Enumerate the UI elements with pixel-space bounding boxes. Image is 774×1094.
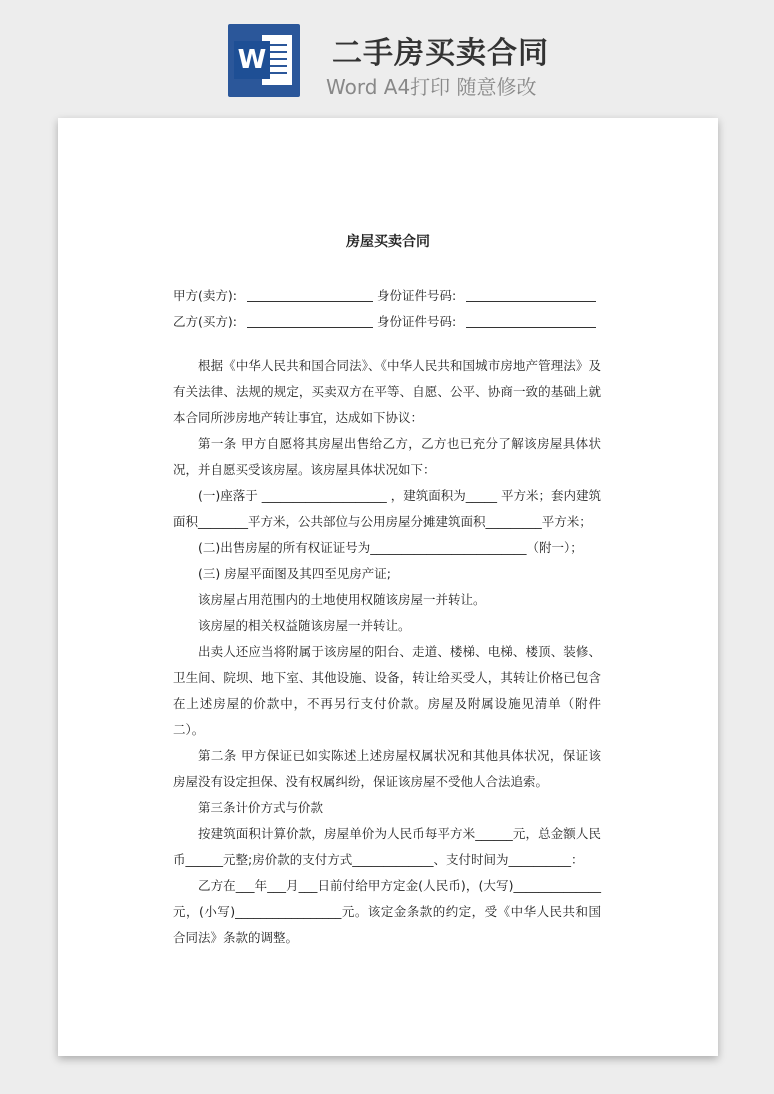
paragraph-attached-facilities: 出卖人还应当将附属于该房屋的阳台、走道、楼梯、电梯、楼顶、装修、卫生间、院坝、地下室、其他设施、设备，转让给买受人，其转让价格已包含在上述房屋的价款中，不再另行支付价款。房屋及附属设施见清单（附件二）。 xyxy=(173,644,601,737)
contract-body xyxy=(173,353,601,951)
header-subtitle: Word A4打印 随意修改 xyxy=(326,75,537,99)
paragraph-land-use-right: 该房屋占用范围内的土地使用权随该房屋一并转让。 xyxy=(198,592,486,607)
document-title: 房屋买卖合同 xyxy=(346,234,430,250)
paragraph-article-2: 第二条 甲方保证已如实陈述上述房屋权属状况和其他具体状况，保证该房屋没有设定担保、没有权属纠纷，保证该房屋不受他人合法追索。 xyxy=(173,748,601,789)
paragraph-article-1: 第一条 甲方自愿将其房屋出售给乙方，乙方也已充分了解该房屋具体状况，并自愿买受该房屋。该房屋具体状况如下： xyxy=(173,436,601,477)
page-header xyxy=(0,0,774,118)
buyer-id-label: 身份证件号码: xyxy=(376,314,457,329)
party-buyer-label: 乙方(买方): xyxy=(173,314,237,329)
paragraph-property-location: (一)座落于 ____________________ ，建筑面积为_____ 平方米；套内建筑面积________平方米，公共部位与公用房屋分摊建筑面积_________平方米； xyxy=(173,488,601,529)
paragraph-related-rights: 该房屋的相关权益随该房屋一并转让。 xyxy=(198,618,411,633)
paragraph-floor-plan: (三) 房屋平面图及其四至见房产证; xyxy=(198,566,391,581)
buyer-id-blank xyxy=(466,315,596,328)
header-title: 二手房买卖合同 xyxy=(332,36,549,71)
paragraph-preamble: 根据《中华人民共和国合同法》、《中华人民共和国城市房地产管理法》及有关法律、法规的规定，买卖双方在平等、自愿、公平、协商一致的基础上就本合同所涉房地产转让事宜，达成如下协议： xyxy=(173,358,601,425)
party-buyer-line xyxy=(173,312,596,330)
paragraph-certificate-number: (二)出售房屋的所有权证证号为_________________________（附一）； xyxy=(198,540,583,555)
word-letter-badge: W xyxy=(234,41,270,79)
party-seller-label: 甲方(卖方): xyxy=(173,288,237,303)
document-page xyxy=(58,118,718,1056)
word-document-icon xyxy=(228,24,300,97)
paragraph-pricing: 按建筑面积计算价款，房屋单价为人民币每平方米______元，总金额人民币______元整;房价款的支付方式_____________、支付时间为__________： xyxy=(173,826,601,867)
buyer-name-blank xyxy=(247,315,373,328)
seller-name-blank xyxy=(247,289,373,302)
paragraph-deposit: 乙方在___年___月___日前付给甲方定金(人民币)，(大写)______________元，(小写)_________________元。该定金条款的约定，受《中华人民共和国合同法》条款的调整。 xyxy=(173,878,601,945)
seller-id-blank xyxy=(466,289,596,302)
seller-id-label: 身份证件号码: xyxy=(376,288,457,303)
paragraph-article-3-heading: 第三条计价方式与价款 xyxy=(198,800,324,815)
party-seller-line xyxy=(173,286,596,304)
